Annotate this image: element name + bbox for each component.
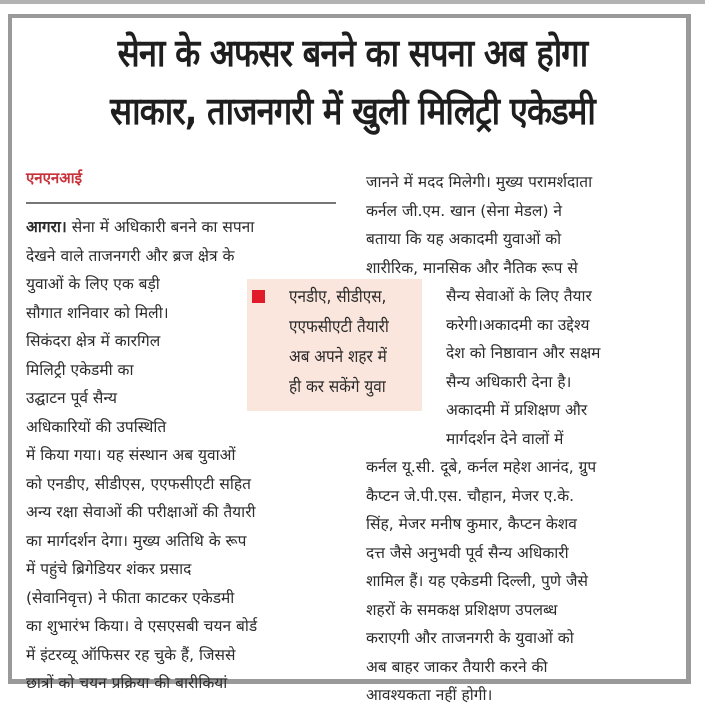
paragraph-line: मार्गदर्शन देने वालों में	[446, 429, 564, 448]
paragraph-line: शामिल हैं। यह एकेडमी दिल्ली, पुणे जैसे	[366, 572, 588, 590]
paragraph-line: अधिकारियों की उपस्थिति	[26, 417, 167, 436]
paragraph-line: मिलिट्री एकेडमी का	[26, 360, 134, 379]
right-column	[366, 168, 600, 710]
paragraph-line: अब बाहर जाकर तैयारी करने की	[366, 657, 548, 676]
paragraph-line: बताया कि यह अकादमी युवाओं को	[366, 230, 562, 248]
paragraph-line: में किया गया। यह संस्थान अब युवाओं	[26, 446, 236, 464]
paragraph-line: शहरों के समकक्ष प्रशिक्षण उपलब्ध	[366, 600, 558, 619]
paragraph-line: उद्घाटन पूर्व सैन्य	[26, 389, 117, 407]
top-divider	[0, 0, 705, 4]
paragraph-line: दत्त जैसे अनुभवी पूर्व सैन्य अधिकारी	[366, 543, 569, 562]
paragraph-line: देखने वाले ताजनगरी और ब्रज क्षेत्र के	[26, 246, 235, 265]
paragraph-line: देश को निष्ठावान और सक्षम	[446, 344, 601, 362]
headline-line-2: साकार, ताजनगरी में खुली मिलिट्री एकेडमी	[110, 89, 595, 133]
paragraph-line: में पहुंचे ब्रिगेडियर शंकर प्रसाद	[26, 560, 192, 578]
paragraph-line: अन्य रक्षा सेवाओं की परीक्षाओं की तैयारी	[26, 503, 256, 521]
paragraph-line: सिंह, मेजर मनीष कुमार, कैप्टन केशव	[366, 515, 577, 533]
square-bullet-icon	[252, 290, 265, 303]
paragraph-line: का शुभारंभ किया। वे एसएसबी चयन बोर्ड	[26, 617, 258, 635]
paragraph-line: आगरा। सेना में अधिकारी बनने का सपना	[26, 218, 255, 236]
dateline: आगरा।	[26, 218, 67, 236]
paragraph-line: का मार्गदर्शन देगा। मुख्य अतिथि के रूप	[26, 531, 247, 550]
byline: एनएनआई	[26, 169, 82, 187]
left-column	[26, 213, 257, 698]
paragraph-line: में इंटरव्यू ऑफिसर रह चुके हैं, जिससे	[26, 645, 236, 664]
byline-divider	[26, 202, 336, 204]
paragraph-line: को एनडीए, सीडीएस, एएफसीएटी सहित	[26, 474, 251, 493]
paragraph-line: सौगात शनिवार को मिली।	[26, 303, 169, 322]
paragraph-line: सिकंदरा क्षेत्र में कारगिल	[26, 332, 161, 350]
headline	[49, 24, 655, 140]
paragraph-line: कैप्टन जे.पी.एस. चौहान, मेजर ए.के.	[366, 486, 575, 505]
paragraph-line: आवश्यकता नहीं होगी।	[366, 686, 493, 704]
paragraph-line: छात्रों को चयन प्रक्रिया की बारीकियां	[26, 674, 228, 692]
paragraph-line: सैन्य अधिकारी देना है।	[446, 372, 572, 391]
headline-line-1: सेना के अफसर बनने का सपना अब होगा	[117, 31, 588, 75]
pull-quote-text: एनडीए, सीडीएस, एएफसीएटी तैयारी अब अपने शहर में ही कर सकेंगे युवा	[289, 287, 389, 397]
paragraph-line: (सेवानिवृत्त) ने फीता काटकर एकेडमी	[26, 588, 235, 607]
paragraph-line: सैन्य सेवाओं के लिए तैयार	[446, 287, 592, 305]
paragraph-line: कराएगी और ताजनगरी के युवाओं को	[366, 629, 574, 647]
paragraph-line: करेगी।अकादमी का उद्देश्य	[446, 315, 590, 334]
paragraph-line: कर्नल जी.एम. खान (सेना मेडल) ने	[366, 201, 563, 220]
paragraph-line: शारीरिक, मानसिक और नैतिक रूप से	[366, 258, 578, 277]
paragraph-line: युवाओं के लिए एक बड़ी	[26, 275, 160, 293]
paragraph-line: जानने में मदद मिलेगी। मुख्य परामर्शदाता	[366, 173, 593, 191]
paragraph-line: अकादमी में प्रशिक्षण और	[446, 401, 588, 419]
paragraph-line: कर्नल यू.सी. दूबे, कर्नल महेश आनंद, ग्रुप	[366, 458, 597, 476]
